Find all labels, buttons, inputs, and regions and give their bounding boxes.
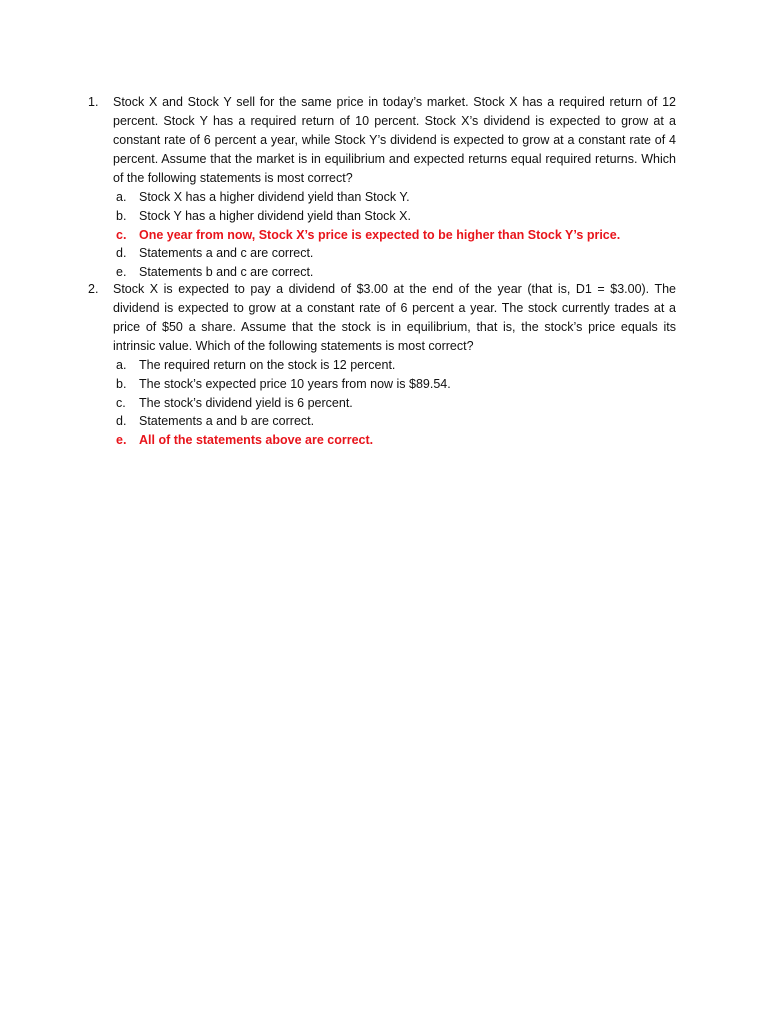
question-number: 1. — [88, 95, 99, 109]
option-letter: d. — [116, 414, 127, 429]
option-text: All of the statements above are correct. — [139, 433, 374, 448]
option-letter: c. — [116, 395, 126, 410]
option-b — [113, 207, 676, 226]
option-text: The stock’s dividend yield is 6 percent. — [139, 395, 353, 410]
option-text: One year from now, Stock X’s price is expected to be higher than Stock Y’s price. — [139, 227, 621, 242]
option-text: The stock’s expected price 10 years from now is $89.54. — [139, 376, 451, 391]
option-text: Stock X has a higher dividend yield than Stock Y. — [139, 190, 410, 204]
option-d — [113, 244, 676, 263]
option-letter: e. — [116, 433, 127, 448]
question-text: Stock X is expected to pay a dividend of $3.00 at the end of the year (that is, D1 = $3.00). The dividend is expected to grow at a constant rate of 6 percent a year. The stock currently trades at a price of $50 a share. Assume that the stock is in equilibrium, that is, the stock’s price equals its intrinsic value. Which of the following statements is most correct? — [113, 282, 676, 353]
option-letter: a. — [116, 190, 127, 204]
option-text: Stock Y has a higher dividend yield than Stock X. — [139, 208, 411, 223]
question-number: 2. — [88, 282, 99, 296]
option-letter: e. — [116, 265, 127, 280]
option-text: Statements b and c are correct. — [139, 265, 314, 280]
answer-options — [88, 188, 676, 282]
option-e-correct-answer — [113, 431, 676, 450]
option-text: The required return on the stock is 12 percent. — [139, 358, 396, 372]
question-2 — [88, 280, 676, 450]
option-d — [113, 412, 676, 431]
option-text: Statements a and c are correct. — [139, 246, 314, 261]
option-b — [113, 375, 676, 394]
option-letter: b. — [116, 208, 127, 223]
question-1 — [88, 93, 676, 282]
option-letter: a. — [116, 358, 127, 372]
option-c-correct-answer — [113, 226, 676, 245]
option-c — [113, 394, 676, 413]
option-a — [113, 188, 676, 207]
option-letter: d. — [116, 246, 127, 261]
option-letter: c. — [116, 227, 127, 242]
option-a — [113, 356, 676, 375]
question-text: Stock X and Stock Y sell for the same price in today’s market. Stock X has a required return of 12 percent. Stock Y has a required return of 10 percent. Stock X’s dividend is expected to grow at a constant rate of 6 percent a year, while Stock Y’s dividend is expected to grow at a constant rate of 4 percent. Assume that the market is in equilibrium and expected returns equal required returns. Which of the following statements is most correct? — [113, 95, 676, 185]
option-letter: b. — [116, 376, 127, 391]
option-text: Statements a and b are correct. — [139, 414, 315, 429]
answer-options — [88, 356, 676, 450]
